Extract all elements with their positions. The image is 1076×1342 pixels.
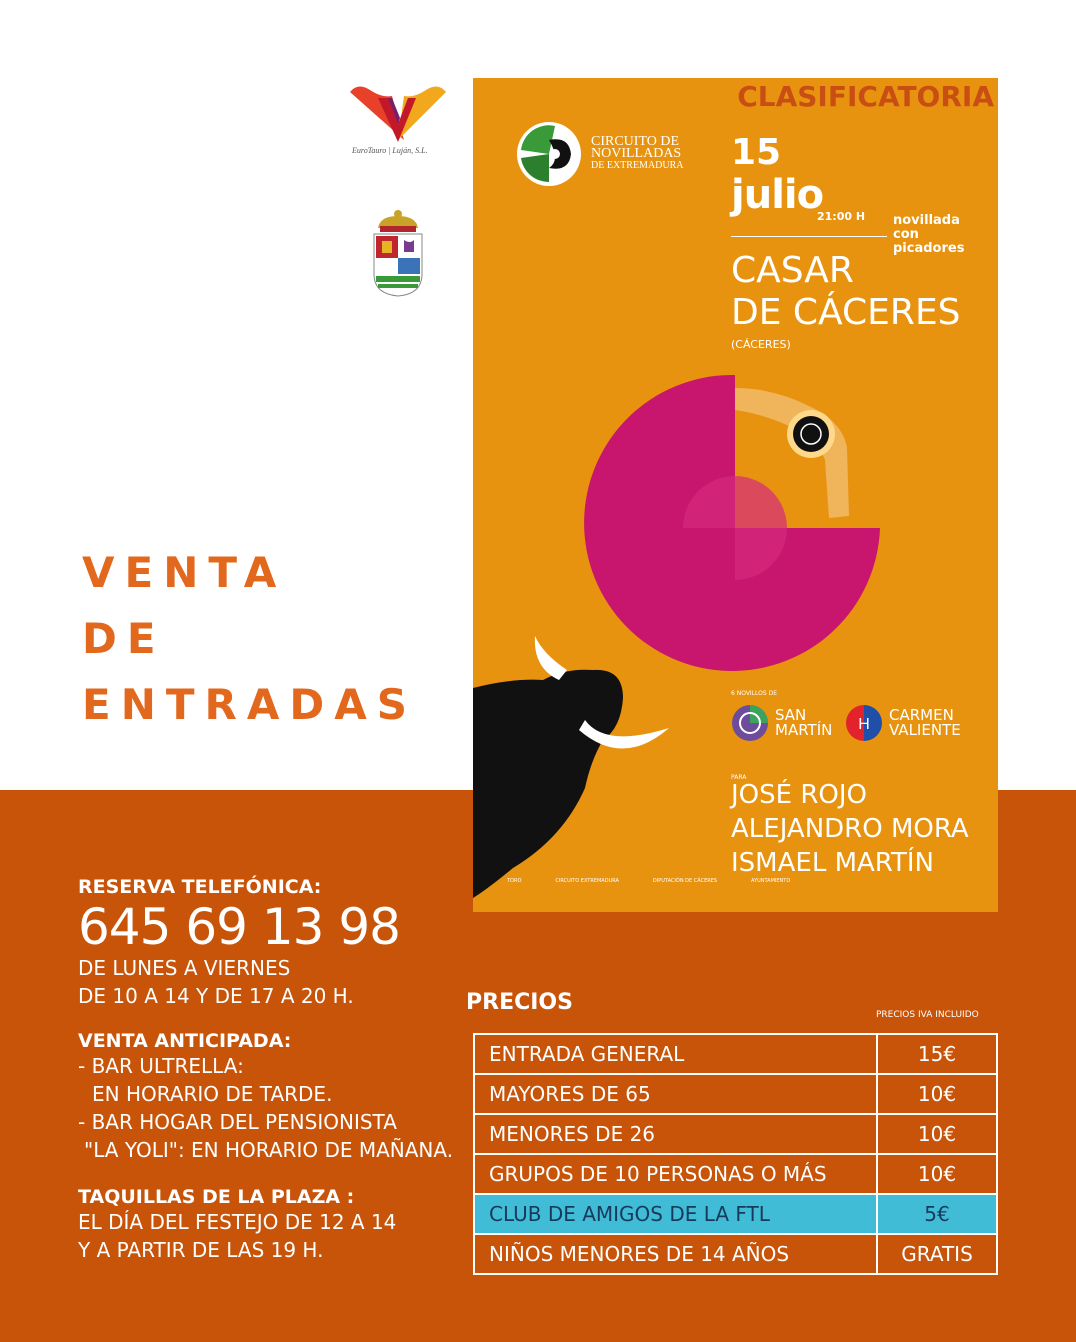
- anticipada-section: [78, 1030, 453, 1164]
- price-row: [474, 1074, 997, 1114]
- reserva-line: DE LUNES A VIERNES: [78, 956, 291, 980]
- venta-line: DE: [82, 614, 166, 663]
- reserva-title: RESERVA TELEFÓNICA:: [78, 876, 322, 898]
- price-label: GRUPOS DE 10 PERSONAS O MÁS: [474, 1154, 877, 1194]
- ganaderia-name-line: CARMEN: [889, 706, 954, 724]
- price-row: [474, 1154, 997, 1194]
- circuito-line: NOVILLADAS: [591, 146, 682, 161]
- town-shield-icon: [370, 208, 426, 300]
- ganaderia-san-martin: [731, 704, 832, 742]
- san-martin-logo-icon: [731, 704, 769, 742]
- price-value: 15€: [877, 1034, 997, 1074]
- sponsor-logo: CIRCUITO EXTREMADURA: [555, 878, 619, 884]
- event-city-line: CASAR: [731, 250, 854, 291]
- ganaderia-name: [775, 708, 832, 738]
- price-label: CLUB DE AMIGOS DE LA FTL: [474, 1194, 877, 1234]
- para-label: PARA: [731, 774, 747, 781]
- sponsor-logos: [507, 878, 790, 884]
- event-day: 15: [731, 132, 782, 173]
- price-value: 10€: [877, 1114, 997, 1154]
- event-month: julio: [731, 172, 824, 218]
- bull-shape: [473, 670, 623, 898]
- venta-line: ENTRADAS: [82, 680, 417, 729]
- taquillas-line: EL DÍA DEL FESTEJO DE 12 A 14: [78, 1210, 397, 1234]
- price-value: GRATIS: [877, 1234, 997, 1274]
- clasificatoria-badge: CLASIFICATORIA: [737, 80, 994, 113]
- price-table: [473, 1033, 998, 1275]
- circuito-line: CIRCUITO DE: [591, 134, 680, 149]
- ganaderia-name-line: MARTÍN: [775, 721, 833, 739]
- venta-heading: [82, 540, 417, 738]
- reserva-hours: [78, 954, 354, 1010]
- taquillas-section: [78, 1186, 396, 1264]
- event-type-line: picadores: [893, 241, 965, 256]
- anticipada-line: - BAR ULTRELLA:: [78, 1054, 244, 1078]
- venta-line: VENTA: [82, 548, 287, 597]
- ganaderia-name-line: VALIENTE: [889, 721, 961, 739]
- anticipada-line: EN HORARIO DE TARDE.: [92, 1082, 333, 1106]
- svg-text:H: H: [858, 716, 870, 733]
- price-value: 10€: [877, 1154, 997, 1194]
- event-time: 21:00 H: [817, 210, 866, 223]
- precios-note: PRECIOS IVA INCLUIDO: [876, 1010, 979, 1020]
- sponsor-logo: DIPUTACIÓN DE CÁCERES: [652, 878, 718, 884]
- taquillas-title: TAQUILLAS DE LA PLAZA :: [78, 1186, 355, 1208]
- ganaderia-name-line: SAN: [775, 706, 807, 724]
- anticipada-line: - BAR HOGAR DEL PENSIONISTA: [78, 1110, 397, 1134]
- event-city-line: DE CÁCERES: [731, 292, 961, 333]
- event-city: [731, 250, 961, 334]
- sponsor-logo: TORO: [507, 878, 522, 884]
- taquillas-line: Y A PARTIR DE LAS 19 H.: [78, 1238, 324, 1262]
- novillos-label: 6 NOVILLOS DE: [731, 690, 778, 697]
- price-label: MAYORES DE 65: [474, 1074, 877, 1114]
- sponsor-logo: AYUNTAMIENTO: [751, 878, 791, 884]
- event-type-line: novillada: [893, 213, 960, 228]
- circuito-logo-icon: [515, 120, 583, 188]
- event-type-line: con: [893, 227, 919, 242]
- toreros-list: [731, 778, 969, 880]
- anticipada-line: "LA YOLI": EN HORARIO DE MAÑANA.: [84, 1138, 454, 1162]
- eurotauro-logo: [348, 78, 448, 178]
- price-row: [474, 1034, 997, 1074]
- reserva-section: [78, 876, 321, 898]
- price-value: 10€: [877, 1074, 997, 1114]
- event-poster: [473, 78, 998, 912]
- price-label: MENORES DE 26: [474, 1114, 877, 1154]
- ganaderia-name: [889, 708, 961, 738]
- torero-name: ALEJANDRO MORA: [731, 814, 969, 844]
- carmen-valiente-logo-icon: [845, 704, 883, 742]
- ganaderia-carmen-valiente: [845, 704, 961, 742]
- circuito-text: [591, 136, 684, 172]
- price-row: [474, 1234, 997, 1274]
- reserva-line: DE 10 A 14 Y DE 17 A 20 H.: [78, 984, 354, 1008]
- poster-divider: [731, 236, 887, 237]
- price-row-highlighted: [474, 1194, 997, 1234]
- event-province: (CÁCERES): [731, 338, 791, 351]
- phone-number[interactable]: 645 69 13 98: [78, 898, 400, 956]
- price-value: 5€: [877, 1194, 997, 1234]
- torero-name: JOSÉ ROJO: [731, 780, 867, 810]
- anticipada-title: VENTA ANTICIPADA:: [78, 1030, 292, 1052]
- torero-name: ISMAEL MARTÍN: [731, 848, 934, 878]
- price-label: NIÑOS MENORES DE 14 AÑOS: [474, 1234, 877, 1274]
- eurotauro-text: EuroTauro | Luján, S.L.: [352, 146, 428, 155]
- precios-title: PRECIOS: [466, 990, 573, 1015]
- price-label: ENTRADA GENERAL: [474, 1034, 877, 1074]
- circuito-line: DE EXTREMADURA: [591, 160, 684, 171]
- price-row: [474, 1114, 997, 1154]
